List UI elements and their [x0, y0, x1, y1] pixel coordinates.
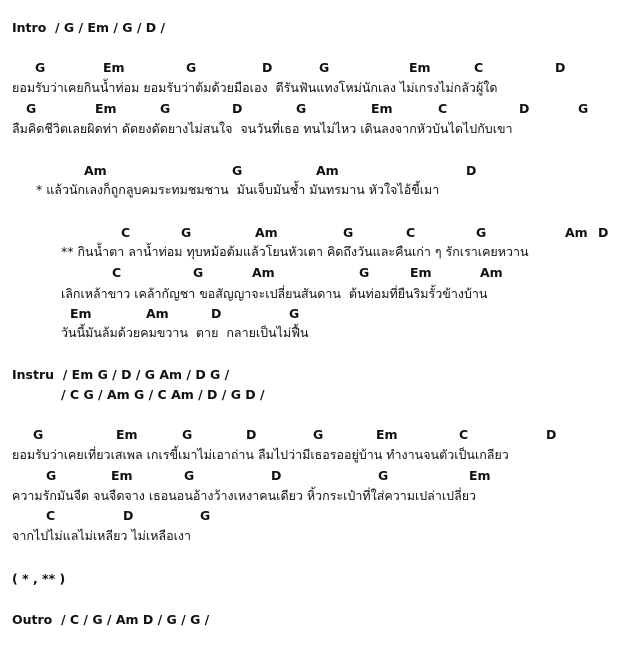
chord: D [598, 225, 609, 240]
chord: G [359, 265, 370, 280]
chord: Am [316, 163, 339, 178]
chord: C [406, 225, 416, 240]
lyric-line: เลิกเหล้าขาว เคล้ากัญชา ขอสัญญาจะเปลี่ยนสันดาน ต้นท่อมที่ยืนริมรั้วข้างบ้าน [61, 286, 488, 301]
chord: Am [480, 265, 503, 280]
chord: Em [376, 427, 398, 442]
chord: C [112, 265, 122, 280]
chord: G [343, 225, 354, 240]
chord: C [46, 508, 56, 523]
outro-line: Outro / C / G / Am D / G / G / [12, 612, 210, 627]
repeat-marker: ( * , ** ) [12, 571, 66, 586]
chord: Am [255, 225, 278, 240]
chord: G [232, 163, 243, 178]
chord: D [211, 306, 222, 321]
chord: D [246, 427, 257, 442]
chord: G [35, 60, 46, 75]
instru-line-1: Instru / Em G / D / G Am / D G / [12, 367, 230, 382]
chord: D [466, 163, 477, 178]
chord: Em [371, 101, 393, 116]
chord: Em [70, 306, 92, 321]
chord: G [186, 60, 197, 75]
lyric-line: * แล้วนักเลงก็ถูกลูบคมระทมชมชาน มันเจ็บมันช้ำ มันทรมาน หัวใจไอ้ขี้เมา [36, 182, 440, 197]
chord: D [232, 101, 243, 116]
chord: Am [252, 265, 275, 280]
chord: G [181, 225, 192, 240]
chord: Em [409, 60, 431, 75]
lyric-line: ยอมรับว่าเคยเที่ยวเสเพล เกเรขี้เมาไม่เอาถ่าน ลืมไปว่ามีเธอรออยู่บ้าน ทำงานจนตัวเป็นเกลียว [12, 447, 509, 462]
chord: D [519, 101, 530, 116]
lyric-line: วันนี้มันล้มด้วยคมขวาน ตาย กลายเป็นไม่ฟื้น [61, 325, 309, 340]
lyric-line: จากไปไม่แลไม่เหลียว ไม่เหลือเงา [12, 528, 191, 543]
chord: G [160, 101, 171, 116]
chord: D [123, 508, 134, 523]
chord: G [184, 468, 195, 483]
chord: G [578, 101, 589, 116]
chord: G [296, 101, 307, 116]
chord: D [262, 60, 273, 75]
chord: G [33, 427, 44, 442]
chord: Em [103, 60, 125, 75]
chord: Em [116, 427, 138, 442]
chord: G [46, 468, 57, 483]
chord: G [289, 306, 300, 321]
instru-line-2: / C G / Am G / C Am / D / G D / [61, 387, 265, 402]
chord: D [271, 468, 282, 483]
chord: G [476, 225, 487, 240]
lyric-line: ** กินน้ำตา ลาน้ำท่อม ทุบหม้อต้มแล้วโยนหัวเตา คิดถึงวันและคืนเก่า ๆ รักเราเคยหวาน [61, 244, 529, 259]
chord: G [319, 60, 330, 75]
intro-line: Intro / G / Em / G / D / [12, 20, 166, 35]
chord: Em [410, 265, 432, 280]
chord: Em [111, 468, 133, 483]
chord: Am [146, 306, 169, 321]
chord: D [546, 427, 557, 442]
chord: G [200, 508, 211, 523]
chord: G [313, 427, 324, 442]
chord: C [121, 225, 131, 240]
chord: G [182, 427, 193, 442]
lyric-line: ลืมคิดชีวิตเลยผิดท่า ดัดยงดัดยางไม่สนใจ จนวันที่เธอ ทนไม่ไหว เดินลงจากหัวบันไดไปกับเขา [12, 121, 513, 136]
chord: Am [565, 225, 588, 240]
chord: C [474, 60, 484, 75]
chord: G [378, 468, 389, 483]
chord: Am [84, 163, 107, 178]
chord: C [459, 427, 469, 442]
chord: D [555, 60, 566, 75]
chord: C [438, 101, 448, 116]
chord: Em [469, 468, 491, 483]
chord: G [193, 265, 204, 280]
chord: Em [95, 101, 117, 116]
chord: G [26, 101, 37, 116]
lyric-line: ความรักมันจืด จนจืดจาง เธอนอนอ้างว้างเหงาคนเดียว หิ้วกระเป๋าที่ใส่ความเปล่าเปลี่ยว [12, 488, 477, 503]
lyric-line: ยอมรับว่าเคยกินน้ำท่อม ยอมรับว่าต้มด้วยมือเอง ตีรันฟันแทงโหม่นักเลง ไม่เกรงไม่กลัวผู้ใด [12, 80, 498, 95]
